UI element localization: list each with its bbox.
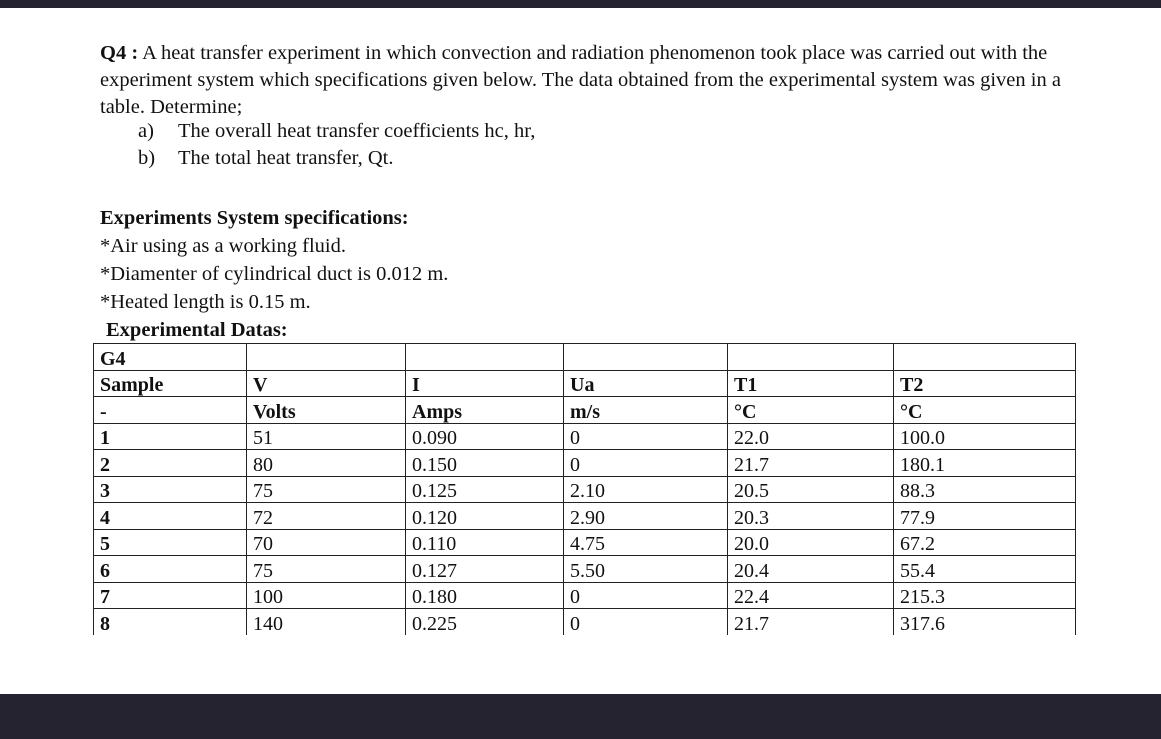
table-cell: 80 [247,450,406,477]
table-cell: 317.6 [894,609,1076,636]
table-cell: 75 [247,476,406,503]
table-cell: 21.7 [728,609,894,636]
table-row [94,503,1076,530]
question-text [100,40,1090,121]
units-row [94,397,1076,424]
spec-line: *Diamenter of cylindrical duct is 0.012 m. [100,263,449,285]
table-row [94,556,1076,583]
table-cell: 100.0 [894,423,1076,450]
group-cell: G4 [94,344,247,371]
table-cell: 0 [564,450,728,477]
table-row [94,450,1076,477]
header-cell: V [247,370,406,397]
sample-number-cell: 4 [94,503,247,530]
table-row [94,476,1076,503]
table-cell: 215.3 [894,582,1076,609]
header-cell: T2 [894,370,1076,397]
sample-number-cell: 3 [94,476,247,503]
table-cell: 21.7 [728,450,894,477]
table-cell: 72 [247,503,406,530]
header-cell: Ua [564,370,728,397]
experimental-data-table [93,343,1076,635]
sample-number-cell: 8 [94,609,247,636]
table-cell: 140 [247,609,406,636]
table-row [94,582,1076,609]
question-label: Q4 : [100,42,139,64]
table-cell: 4.75 [564,529,728,556]
unit-cell: Amps [406,397,564,424]
table-cell: 20.4 [728,556,894,583]
table-cell: 75 [247,556,406,583]
sample-number-cell: 1 [94,423,247,450]
table-cell: 22.0 [728,423,894,450]
sample-number-cell: 2 [94,450,247,477]
table-cell: 100 [247,582,406,609]
table-cell: 0.180 [406,582,564,609]
table-cell: 20.3 [728,503,894,530]
table-cell: 0.225 [406,609,564,636]
table-cell: 20.5 [728,476,894,503]
header-row [94,370,1076,397]
group-row [94,344,1076,371]
table-cell: 0.120 [406,503,564,530]
question-body: A heat transfer experiment in which convection and radiation phenomenon took place was carried out with the experiment system which specifications given below. The data obtained from the experimental system was given in a table. Determine; [100,42,1061,118]
table-cell: 180.1 [894,450,1076,477]
table-cell: 55.4 [894,556,1076,583]
part-b-text: The total heat transfer, Qt. [178,147,394,169]
table-cell: 67.2 [894,529,1076,556]
question-part-b [138,145,393,172]
unit-cell: m/s [564,397,728,424]
table-cell: 0.127 [406,556,564,583]
table-cell: 0.150 [406,450,564,477]
unit-cell: Volts [247,397,406,424]
sample-number-cell: 5 [94,529,247,556]
specifications [100,204,448,316]
table-cell: 2.90 [564,503,728,530]
header-cell: T1 [728,370,894,397]
table-title: Experimental Datas: [106,319,288,341]
header-cell: I [406,370,564,397]
table-cell: 88.3 [894,476,1076,503]
table-cell: 2.10 [564,476,728,503]
spec-line: *Air using as a working fluid. [100,235,346,257]
question-part-a [138,118,535,145]
table-row [94,529,1076,556]
table-cell: 70 [247,529,406,556]
table-cell: 0 [564,582,728,609]
table-cell: 0.110 [406,529,564,556]
unit-cell: °C [728,397,894,424]
unit-cell: °C [894,397,1076,424]
table-cell: 0 [564,423,728,450]
table-cell: 5.50 [564,556,728,583]
document-page [0,8,1161,694]
part-a-label: a) [138,120,154,142]
part-b-label: b) [138,147,156,169]
part-a-text: The overall heat transfer coefficients hc, hr, [178,120,536,142]
viewer-bottom-bar [0,694,1161,739]
specs-heading: Experiments System specifications: [100,207,409,229]
table-cell: 22.4 [728,582,894,609]
table-row [94,609,1076,636]
table-cell: 0 [564,609,728,636]
spec-line: *Heated length is 0.15 m. [100,291,311,313]
table-cell: 0.125 [406,476,564,503]
table-cell: 20.0 [728,529,894,556]
table-cell: 0.090 [406,423,564,450]
table-cell: 77.9 [894,503,1076,530]
unit-cell: - [94,397,247,424]
sample-number-cell: 6 [94,556,247,583]
sample-number-cell: 7 [94,582,247,609]
table-cell: 51 [247,423,406,450]
table-row [94,423,1076,450]
header-cell: Sample [94,370,247,397]
